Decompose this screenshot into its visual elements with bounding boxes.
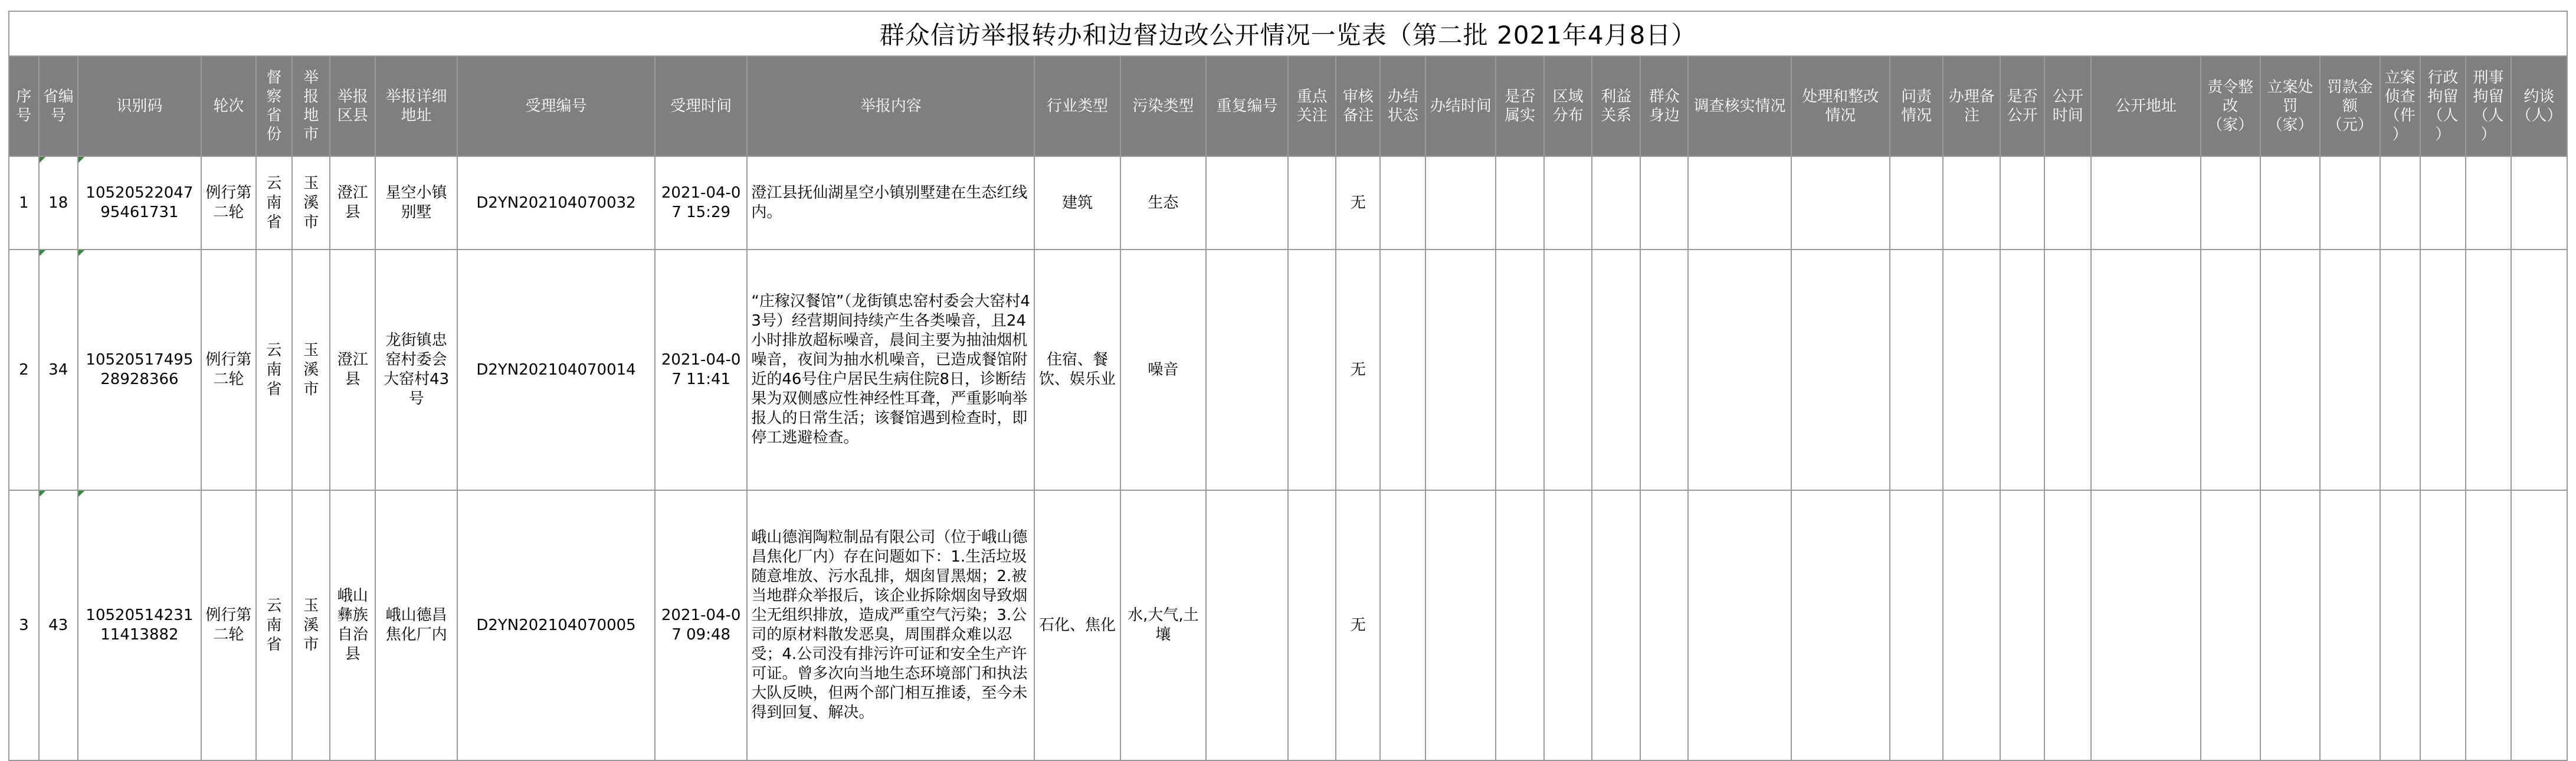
table-cell[interactable]	[1592, 490, 1640, 760]
table-cell[interactable]: 43	[39, 490, 78, 760]
table-cell[interactable]: 无	[1336, 250, 1380, 490]
table-cell[interactable]: 玉溪市	[292, 490, 330, 760]
table-cell[interactable]	[1288, 156, 1336, 250]
table-cell[interactable]	[2044, 250, 2091, 490]
column-header[interactable]: 立案侦查（件）	[2380, 56, 2420, 156]
column-header[interactable]: 区域分布	[1544, 56, 1592, 156]
table-cell[interactable]	[1592, 156, 1640, 250]
table-cell[interactable]	[2466, 250, 2511, 490]
table-cell[interactable]	[1544, 156, 1592, 250]
column-header[interactable]: 刑事拘留（人）	[2466, 56, 2511, 156]
column-header[interactable]: 重复编号	[1206, 56, 1288, 156]
table-cell[interactable]	[1206, 156, 1288, 250]
table-cell[interactable]	[2511, 250, 2567, 490]
table-cell[interactable]: 无	[1336, 156, 1380, 250]
table-cell[interactable]	[1206, 250, 1288, 490]
column-header[interactable]: 受理编号	[457, 56, 655, 156]
table-cell[interactable]: 水,大气,土壤	[1120, 490, 1206, 760]
table-cell[interactable]: 玉溪市	[292, 156, 330, 250]
table-cell[interactable]: 2021-04-07 09:48	[655, 490, 747, 760]
table-cell[interactable]	[2201, 250, 2260, 490]
table-cell[interactable]	[2320, 250, 2380, 490]
sheet-title: 群众信访举报转办和边督边改公开情况一览表（第二批 2021年4月8日）	[8, 11, 2568, 55]
column-header[interactable]: 督察省份	[256, 56, 293, 156]
table-cell[interactable]	[1425, 250, 1496, 490]
column-header[interactable]: 办结状态	[1380, 56, 1425, 156]
column-header[interactable]: 办结时间	[1425, 56, 1496, 156]
table-cell[interactable]	[1890, 156, 1943, 250]
table-cell[interactable]	[2044, 490, 2091, 760]
column-header[interactable]: 立案处罚（家）	[2260, 56, 2320, 156]
column-header[interactable]: 省编号	[39, 56, 78, 156]
table-cell[interactable]: 2	[9, 250, 39, 490]
table-cell[interactable]: 噪音	[1120, 250, 1206, 490]
table-cell[interactable]: 2021-04-07 11:41	[655, 250, 747, 490]
table-cell[interactable]	[2420, 156, 2466, 250]
table-cell[interactable]: 3	[9, 490, 39, 760]
table-header	[9, 56, 2567, 156]
column-header[interactable]: 重点关注	[1288, 56, 1336, 156]
column-header[interactable]: 调查核实情况	[1688, 56, 1791, 156]
table-cell[interactable]: 18	[39, 156, 78, 250]
column-header[interactable]: 轮次	[201, 56, 256, 156]
table-cell[interactable]: 澄江县	[330, 250, 375, 490]
table-cell[interactable]	[1943, 490, 2000, 760]
column-header[interactable]: 是否属实	[1496, 56, 1544, 156]
table-row	[9, 156, 2567, 250]
table-cell[interactable]	[1791, 250, 1890, 490]
table-cell[interactable]	[1890, 250, 1943, 490]
table-cell[interactable]: 峨山德润陶粒制品有限公司（位于峨山德昌焦化厂内）存在问题如下：1.生活垃圾随意堆放、污水乱排，烟囱冒黑烟；2.被当地群众举报后，该企业拆除烟囱导致烟尘无组织排放，造成严重空气污染；3.公司的原材料散发恶臭，周围群众难以忍受；4.公司没有排污许可证和安全生产许可证。曾多次向当地生态环境部门和执法大队反映，但两个部门相互推诿，至今未得到回复、解决。	[747, 490, 1034, 760]
column-header[interactable]: 举报区县	[330, 56, 375, 156]
column-header[interactable]: 举报内容	[747, 56, 1034, 156]
column-header[interactable]: 公开时间	[2044, 56, 2091, 156]
table-cell[interactable]: 1052051749528928366	[78, 250, 201, 490]
table-cell[interactable]	[2000, 490, 2044, 760]
table-cell[interactable]	[2511, 490, 2567, 760]
column-header[interactable]: 审核备注	[1336, 56, 1380, 156]
table-cell[interactable]	[1791, 490, 1890, 760]
table-cell[interactable]	[1380, 490, 1425, 760]
column-header[interactable]: 利益关系	[1592, 56, 1640, 156]
table-cell[interactable]	[1640, 156, 1689, 250]
table-cell[interactable]: 34	[39, 250, 78, 490]
table-row	[9, 250, 2567, 490]
table-cell[interactable]: D2YN202104070014	[457, 250, 655, 490]
table-cell[interactable]	[1943, 156, 2000, 250]
column-header[interactable]: 举报详细地址	[375, 56, 457, 156]
table-cell[interactable]: 2021-04-07 15:29	[655, 156, 747, 250]
table-cell[interactable]: 例行第二轮	[201, 490, 256, 760]
table-cell[interactable]: 云南省	[256, 250, 293, 490]
table-cell[interactable]	[1688, 490, 1791, 760]
table-cell[interactable]: 石化、焦化	[1034, 490, 1120, 760]
table-cell[interactable]: 云南省	[256, 156, 293, 250]
table-cell[interactable]	[1688, 156, 1791, 250]
column-header[interactable]: 序号	[9, 56, 39, 156]
table-cell[interactable]: 例行第二轮	[201, 156, 256, 250]
column-header[interactable]: 问责情况	[1890, 56, 1943, 156]
table-cell[interactable]: 住宿、餐饮、娱乐业	[1034, 250, 1120, 490]
table-cell[interactable]: D2YN202104070005	[457, 490, 655, 760]
table-cell[interactable]	[1206, 490, 1288, 760]
table-cell[interactable]	[2260, 490, 2320, 760]
table-cell[interactable]: “庄稼汉餐馆”（龙街镇忠窑村委会大窑村43号）经营期间持续产生各类噪音，且24小时排放超标噪音，晨间主要为抽油烟机噪音，夜间为抽水机噪音，已造成餐馆附近的46号住户居民生病住院8日，诊断结果为双侧感应性神经性耳聋，严重影响举报人的日常生活；该餐馆遇到检查时，即停工逃避检查。	[747, 250, 1034, 490]
table-cell[interactable]	[2201, 156, 2260, 250]
table-cell[interactable]	[1496, 490, 1544, 760]
table-cell[interactable]	[1380, 156, 1425, 250]
table-cell[interactable]	[1544, 490, 1592, 760]
table-cell[interactable]: 澄江县抚仙湖星空小镇别墅建在生态红线内。	[747, 156, 1034, 250]
table-cell[interactable]	[1425, 490, 1496, 760]
column-header[interactable]: 行政拘留（人）	[2420, 56, 2466, 156]
table-cell[interactable]	[1496, 156, 1544, 250]
column-header[interactable]: 行业类型	[1034, 56, 1120, 156]
table-cell[interactable]	[1380, 250, 1425, 490]
table-cell[interactable]	[1288, 250, 1336, 490]
table-cell[interactable]	[2000, 250, 2044, 490]
table-cell[interactable]	[2320, 490, 2380, 760]
table-cell[interactable]	[1592, 250, 1640, 490]
table-cell[interactable]	[1425, 156, 1496, 250]
table-cell[interactable]	[1640, 490, 1689, 760]
table-cell[interactable]	[1496, 250, 1544, 490]
column-header[interactable]: 公开地址	[2091, 56, 2200, 156]
table-cell[interactable]: 1	[9, 156, 39, 250]
table-cell[interactable]: 澄江县	[330, 156, 375, 250]
table-cell[interactable]	[1288, 490, 1336, 760]
header-row	[9, 56, 2567, 156]
table-cell[interactable]	[2091, 156, 2200, 250]
table-cell[interactable]: 无	[1336, 490, 1380, 760]
table-cell[interactable]: 峨山彝族自治县	[330, 490, 375, 760]
table-cell[interactable]: 龙街镇忠窑村委会大窑村43号	[375, 250, 457, 490]
table-cell[interactable]	[2420, 490, 2466, 760]
column-header[interactable]: 处理和整改情况	[1791, 56, 1890, 156]
column-header[interactable]: 群众身边	[1640, 56, 1689, 156]
table-cell[interactable]: D2YN202104070032	[457, 156, 655, 250]
table-cell[interactable]: 生态	[1120, 156, 1206, 250]
table-cell[interactable]	[2091, 490, 2200, 760]
table-cell[interactable]	[2091, 250, 2200, 490]
table-cell[interactable]: 例行第二轮	[201, 250, 256, 490]
table-cell[interactable]: 峨山德昌焦化厂内	[375, 490, 457, 760]
column-header[interactable]: 识别码	[78, 56, 201, 156]
table-cell[interactable]: 1052051423111413882	[78, 490, 201, 760]
column-header[interactable]: 是否公开	[2000, 56, 2044, 156]
table-cell[interactable]: 云南省	[256, 490, 293, 760]
column-header[interactable]: 受理时间	[655, 56, 747, 156]
table-cell[interactable]	[1544, 250, 1592, 490]
table-cell[interactable]	[2000, 156, 2044, 250]
spreadsheet	[8, 11, 2568, 761]
table-cell[interactable]: 1052052204795461731	[78, 156, 201, 250]
column-header[interactable]: 举报地市	[292, 56, 330, 156]
table-cell[interactable]	[2380, 250, 2420, 490]
column-header[interactable]: 责令整改（家）	[2201, 56, 2260, 156]
table-cell[interactable]	[2420, 250, 2466, 490]
table-cell[interactable]	[2380, 490, 2420, 760]
column-header[interactable]: 约谈（人）	[2511, 56, 2567, 156]
column-header[interactable]: 办理备注	[1943, 56, 2000, 156]
table-cell[interactable]	[1688, 250, 1791, 490]
table-cell[interactable]	[2466, 156, 2511, 250]
table-cell[interactable]	[2260, 156, 2320, 250]
table-cell[interactable]	[2320, 156, 2380, 250]
table-cell[interactable]: 星空小镇别墅	[375, 156, 457, 250]
report-table	[8, 55, 2568, 761]
table-cell[interactable]	[2260, 250, 2320, 490]
table-cell[interactable]	[2511, 156, 2567, 250]
table-cell[interactable]: 建筑	[1034, 156, 1120, 250]
table-cell[interactable]	[2044, 156, 2091, 250]
table-cell[interactable]	[2380, 156, 2420, 250]
column-header[interactable]: 罚款金额（元）	[2320, 56, 2380, 156]
column-header[interactable]: 污染类型	[1120, 56, 1206, 156]
table-cell[interactable]	[1791, 156, 1890, 250]
table-cell[interactable]	[2466, 490, 2511, 760]
table-cell[interactable]: 玉溪市	[292, 250, 330, 490]
table-cell[interactable]	[1890, 490, 1943, 760]
table-row	[9, 490, 2567, 760]
table-cell[interactable]	[1943, 250, 2000, 490]
table-cell[interactable]	[2201, 490, 2260, 760]
table-body	[9, 156, 2567, 760]
table-cell[interactable]	[1640, 250, 1689, 490]
